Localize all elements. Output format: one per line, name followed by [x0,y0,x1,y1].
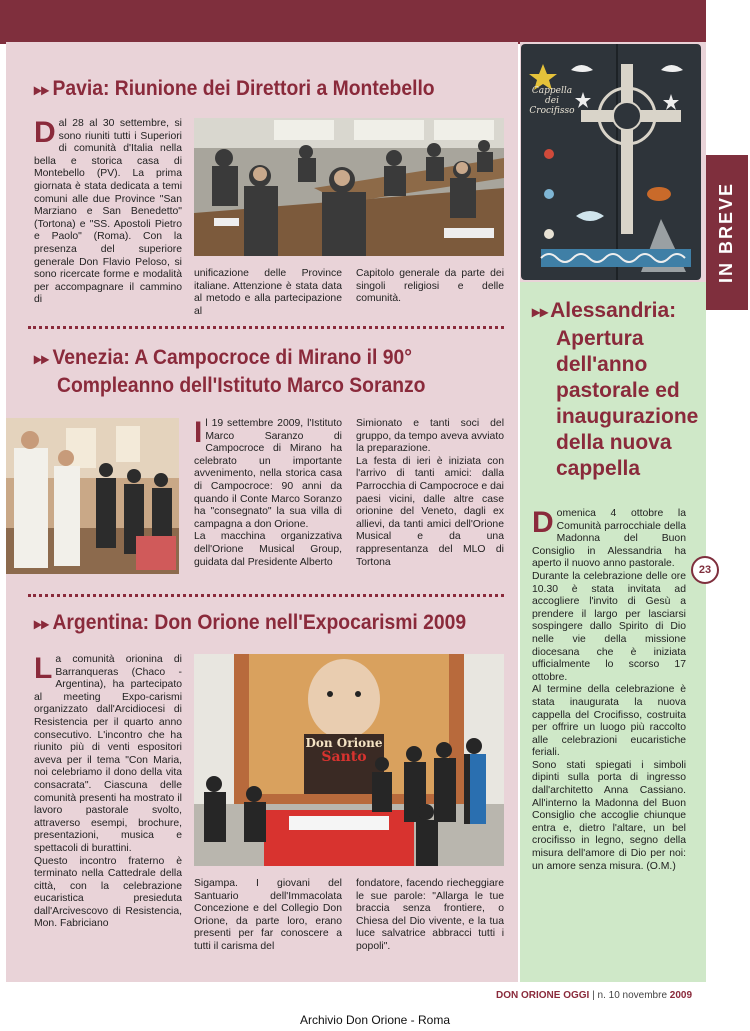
arrow-icon: ▸▸ [34,82,49,99]
pavia-photo [194,118,504,256]
archive-label: Archivio Don Orione - Roma [299,1013,451,1027]
alessandria-body: Domenica 4 ottobre la Comunità parrocchiale della Madonna del Buon Consiglio in Alessandria ha aperto il nuovo anno pastorale. Durante la celebrazione delle ore 10.30 è stata invitata ad accogliere l'invito di Gesù a prendere il largo per lasciarsi sospingere dallo Spirito di Dio nelle vie della missione diocesana che è iniziata ufficialmente lo scorso 17 ottobre. Al termine della celebrazione è stata inaugurata la nuova cappella del Crocifisso, costruita per offrire un luogo più raccolto alle celebrazioni eucaristiche feriali. Sono stati spiegati i simboli dipinti sulla porta di ingresso dall'architetto Anna Cassiano. All'interno la Madonna del Buon Consiglio che accoglie chiunque entra e, dietro l'altare, un bel crocifisso in legno, segno della misura dell'amore di Dio per noi: un amore senza misura. (O.M.) [532,506,686,872]
chapel-door-photo [521,44,701,280]
venezia-title-line2: Compleanno dell'Istituto Marco Soranzo [57,374,426,397]
section-tab: IN BREVE [706,155,748,310]
pavia-col1: Dal 28 al 30 settembre, si sono riuniti tutti i Superiori di comunità d'Italia nella bella e storica casa di Montebello (PV). La prima giornata è stata dedicata a temi comuni alle due Province "San Marziano e San Benedetto" (Tortona) e "SS. Apostoli Pietro e Paolo" (Roma). Con la presenza del superiore generale Don Flavio Peloso, si sono ricercate forme e modalità per accompagnare il cammino di [34,116,182,306]
venezia-title: ▸▸ Venezia: A Campocroce di Mirano il 90° [34,346,412,369]
pavia-title: ▸▸ Pavia: Riunione dei Direttori a Montebello [34,77,435,100]
arrow-icon: ▸▸ [34,616,49,633]
argentina-col2: Sigampa. I giovani del Santuario dell'Immacolata Concezione e del Collegio Don Orione, da parte loro, erano presenti per far conoscere a tutti il carisma del [194,878,342,952]
divider [28,326,504,329]
door-inscription: Cappella dei Crocifisso [529,86,575,116]
argentina-col1: La comunità orionina di Barranqueras (Chaco - Argentina), ha partecipato al meeting Expo-carismi organizzato dall'Arcidiocesi di Resistencia per il quarto anno consecutivo. L'incontro che ha riunito più di venti espositori aveva per il tema "Con Maria, noi celebriamo il dono della vita consacrata". Ciascuna delle comunità presenti ha mostrato il lavoro pastorale svolto, attraverso esempi, brochure, presentazioni, musica e spettacoli di burattini. Questo incontro fraterno è terminato nella Cattedrale della città, con la celebrazione eucaristica presieduta dall'Arcivescovo di Resistencia, Mon. Fabriciano [34,652,182,930]
venezia-photo [6,418,179,574]
top-band [0,0,750,44]
page-number: 23 [691,556,719,584]
banner-text: Don Orione Santo [305,736,383,765]
argentina-col3: fondatore, facendo riecheggiare le sue parole: "Allarga le tue braccia senza frontiere, o Chiesa del Dio vivente, e la tua luce salvatrice abbracci tutti i popoli". [356,878,504,952]
arrow-icon: ▸▸ [34,351,49,368]
divider [28,594,504,597]
argentina-title: ▸▸ Argentina: Don Orione nell'Expocarismi 2009 [34,611,467,634]
venezia-col2: Simionato e tanti soci del gruppo, da tempo aveva avviato la preparazione. La festa di ieri è iniziata con l'arrivo di tanti amici: dalla Parrocchia di Campocroce e dai paesi vicini, dalle altre case orionine del Veneto, dagli ex allievi, da tanti amici dell'Orione Musical e da una rappresentanza del MLO di Tortona [356,418,504,568]
argentina-photo [194,654,504,866]
venezia-col1: Il 19 settembre 2009, l'Istituto Marco Saranzo di Campocroce di Mirano ha celebrato un importante avvenimento, nella storica casa di Campocroce: 90 anni da quando il Conte Marco Soranzo ha "consegnato" la sua villa di campagna a don Orione. La macchina organizzativa dell'Orione Musical Group, guidata dal Presidente Alberto [194,416,342,568]
arrow-icon: ▸▸ [532,304,549,321]
pavia-col2: unificazione delle Province italiane. Attenzione è stata data al metodo e alla partecipazione al [194,268,342,317]
footer-issue: DON ORIONE OGGI | n. 10 novembre 2009 [496,990,693,1001]
pavia-col3: Capitolo generale da parte dei singoli religiosi e delle comunità. [356,268,504,305]
alessandria-title: ▸▸Alessandria: Apertura dell'anno pastorale ed inaugurazione della nuova cappella [532,299,699,480]
